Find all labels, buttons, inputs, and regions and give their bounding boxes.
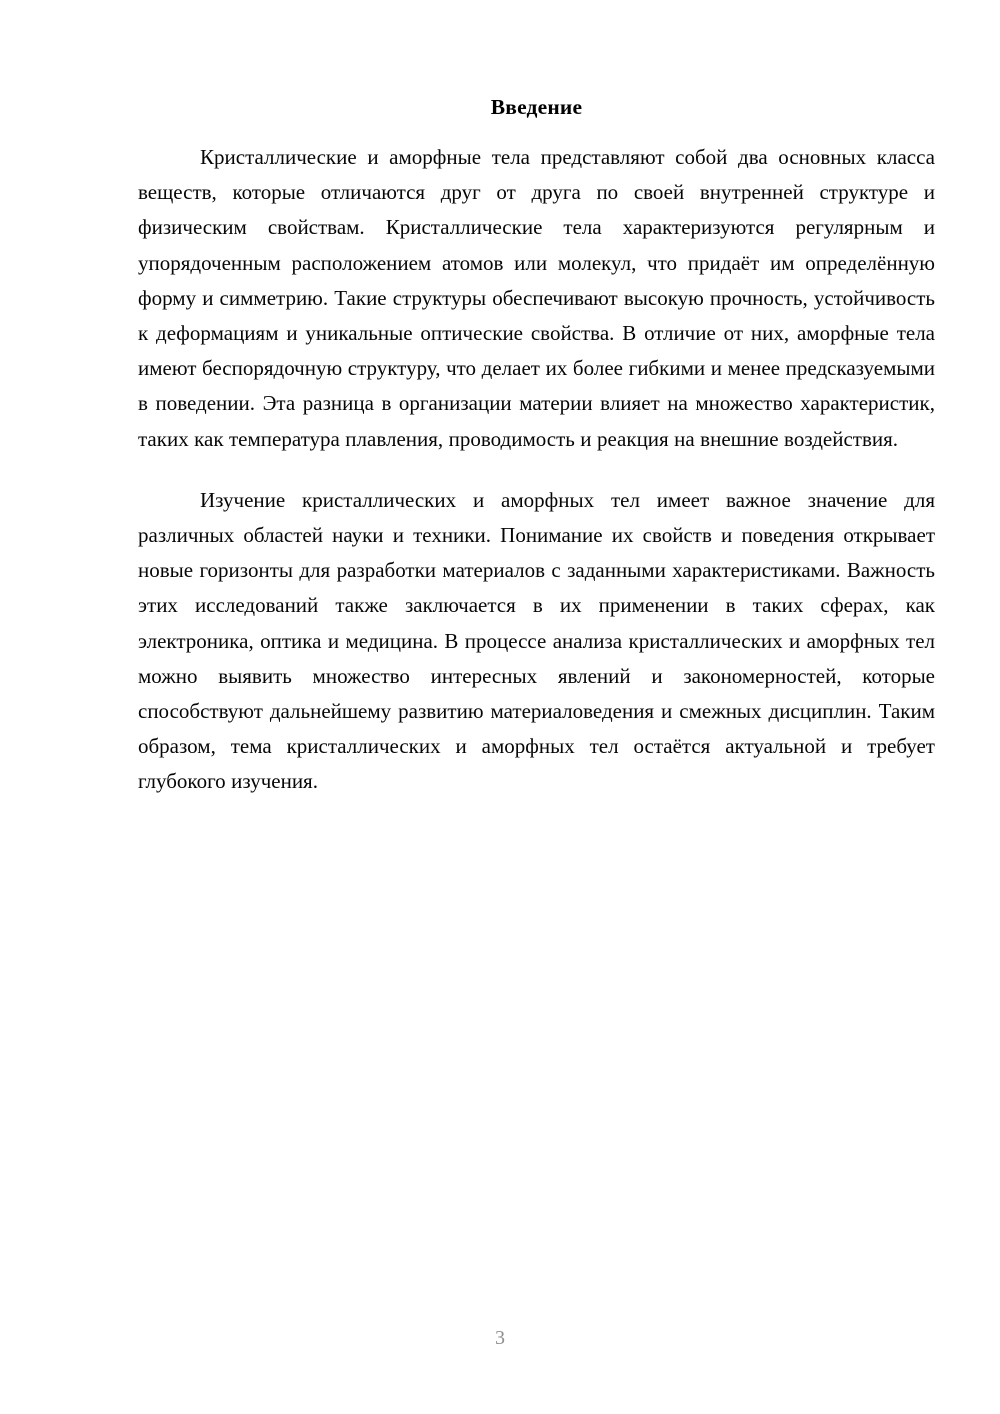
page-number: 3	[495, 1327, 505, 1349]
page-content	[138, 92, 935, 800]
body-paragraph: Кристаллические и аморфные тела представляют собой два основных класса веществ, которые отличаются друг от друга по своей внутренней структуре и физическим свойствам. Кристаллические тела характеризуются регулярным и упорядоченным расположением атомов или молекул, что придаёт им определённую форму и симметрию. Такие структуры обеспечивают высокую прочность, устойчивость к деформациям и уникальные оптические свойства. В отличие от них, аморфные тела имеют беспорядочную структуру, что делает их более гибкими и менее предсказуемыми в поведении. Эта разница в организации материи влияет на множество характеристик, таких как температура плавления, проводимость и реакция на внешние воздействия.	[138, 145, 935, 451]
page-title: Введение	[490, 95, 583, 119]
body-paragraph: Изучение кристаллических и аморфных тел имеет важное значение для различных областей науки и техники. Понимание их свойств и поведения открывает новые горизонты для разработки материалов с заданными характеристиками. Важность этих исследований также заключается в их применении в таких сферах, как электроника, оптика и медицина. В процессе анализа кристаллических и аморфных тел можно выявить множество интересных явлений и закономерностей, которые способствуют дальнейшему развитию материаловедения и смежных дисциплин. Таким образом, тема кристаллических и аморфных тел остаётся актуальной и требует глубокого изучения.	[138, 487, 935, 794]
